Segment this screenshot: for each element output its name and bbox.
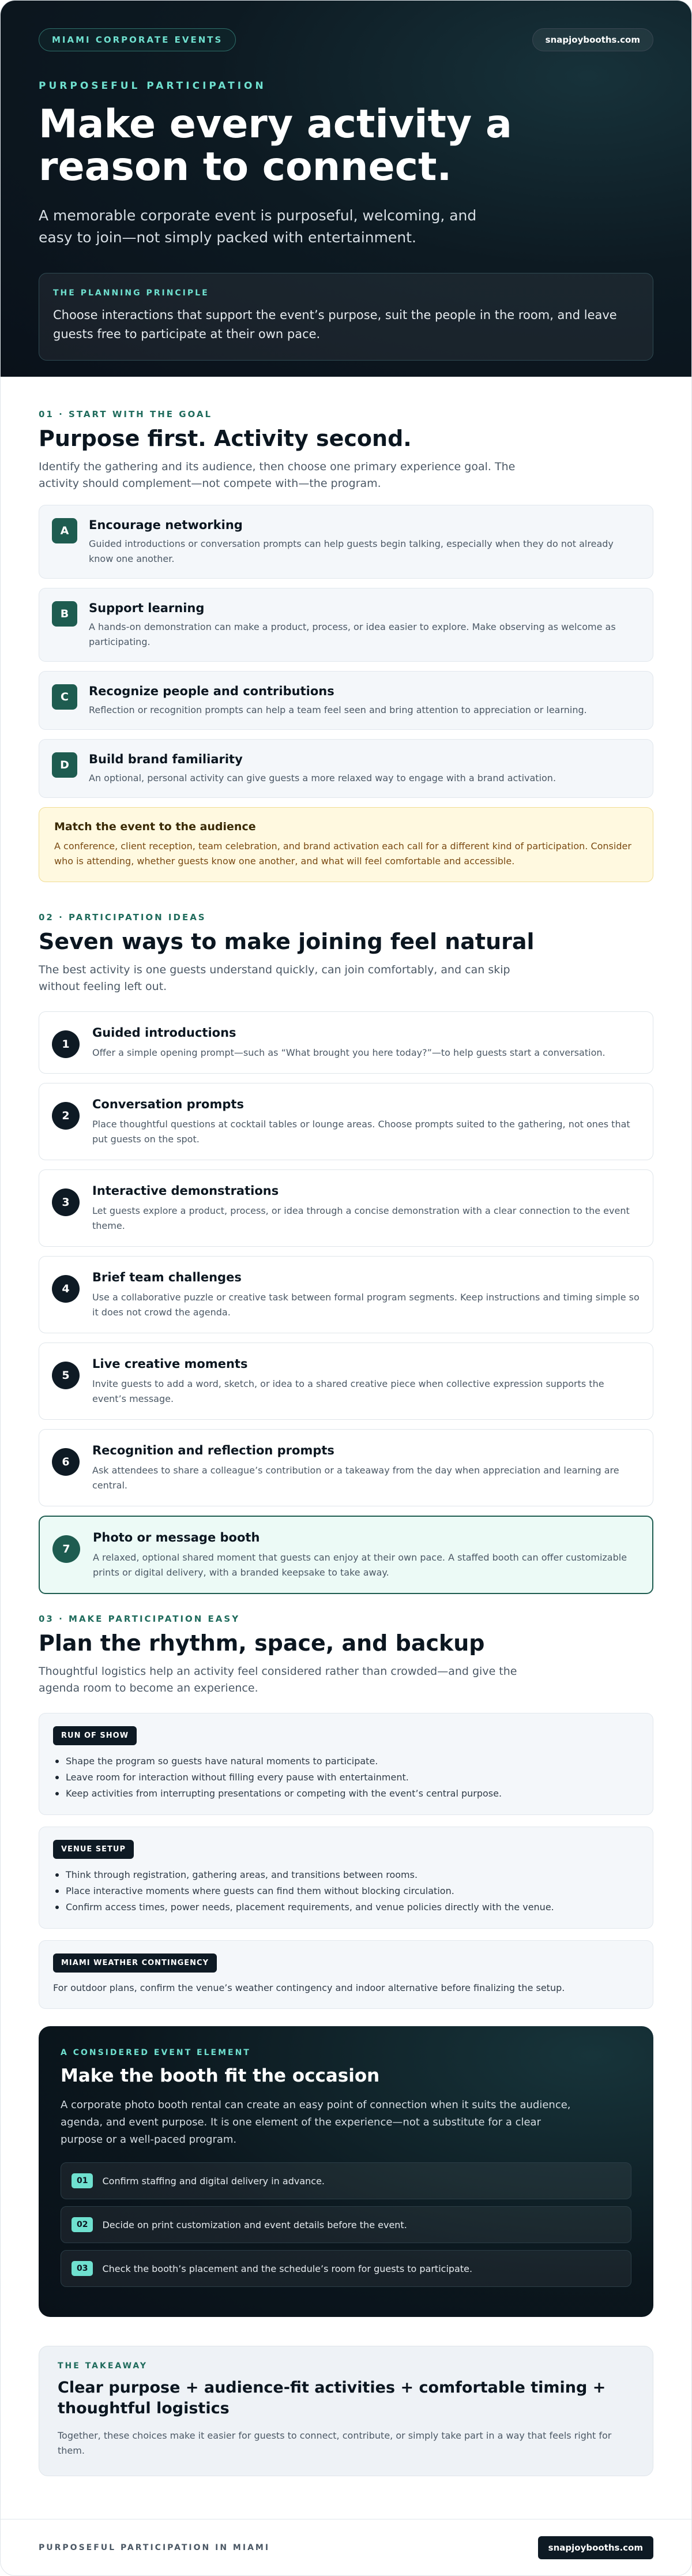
list-item: Keep activities from interrupting presentations or competing with the event’s central purpose.: [53, 1786, 639, 1802]
footer-site-link[interactable]: snapjoybooths.com: [538, 2536, 653, 2559]
callout-text: A conference, client reception, team celebration, and brand activation each call for a different kind of participation. Consider who is attending, whether guests know one another, and what will feel comfortable and accessible.: [54, 841, 631, 867]
takeaway-title: Clear purpose + audience-fit activities + comfortable timing + thoughtful logistics: [58, 2379, 606, 2417]
idea-card: [39, 1011, 653, 1074]
idea-card: [39, 1256, 653, 1333]
booth-card: [39, 2026, 653, 2317]
idea-desc: Use a collaborative puzzle or creative task between formal program segments. Keep instructions and timing simple so it does not crowd the agenda.: [92, 1292, 640, 1318]
section-lede: Identify the gathering and its audience, then choose one primary experience goal. The activity should complement—not compete with—the program.: [39, 460, 516, 490]
goal-letter-badge: D: [52, 752, 77, 778]
takeaway-eyebrow: THE TAKEAWAY: [58, 2361, 148, 2371]
booth-title: Make the booth fit the occasion: [61, 2065, 380, 2086]
run-of-show-card: [39, 1713, 653, 1815]
list-item: Think through registration, gathering areas, and transitions between rooms.: [53, 1867, 639, 1883]
idea-number-badge: 2: [52, 1102, 80, 1130]
plan-list: [53, 1753, 639, 1802]
goal-desc: Reflection or recognition prompts can help a team feel seen and bring attention to appreciation or learning.: [89, 704, 587, 715]
step-number-badge: 01: [72, 2173, 93, 2188]
booth-desc: A corporate photo booth rental can create an easy point of connection when it suits the audience, agenda, and event purpose. It is one element of the experience—not a substitute for a clear purpose or a well-paced program.: [61, 2099, 571, 2146]
section-plan: [1, 1614, 691, 2476]
plan-tag: VENUE SETUP: [53, 1840, 134, 1859]
goal-card: [39, 505, 653, 579]
idea-title: Photo or message booth: [93, 1531, 260, 1544]
goal-card: [39, 588, 653, 662]
idea-number-badge: 4: [52, 1275, 80, 1303]
idea-desc: Offer a simple opening prompt—such as “What brought you here today?”—to help guests start a conversation.: [92, 1047, 606, 1058]
idea-desc: Ask attendees to share a colleague’s contribution or a takeaway from the day when appreciation and learning are central.: [92, 1465, 619, 1491]
hero-topbar: [39, 28, 653, 51]
footer: [1, 2519, 691, 2575]
section-title: Purpose first. Activity second.: [39, 426, 412, 451]
weather-contingency-card: [39, 1940, 653, 2009]
section-title: Seven ways to make joining feel natural: [39, 929, 535, 954]
idea-title: Brief team challenges: [92, 1270, 242, 1284]
goal-desc: Guided introductions or conversation prompts can help guests begin talking, especially when they do not already know one another.: [89, 538, 614, 564]
goal-desc: A hands-on demonstration can make a product, process, or idea easier to explore. Make observing as welcome as participating.: [89, 621, 616, 647]
section-lede: The best activity is one guests understand quickly, can join comfortably, and can skip without feeling left out.: [39, 963, 510, 993]
idea-list: [39, 1011, 653, 1594]
goal-letter-badge: C: [52, 684, 77, 710]
principle-label: THE PLANNING PRINCIPLE: [53, 288, 209, 298]
idea-card-highlighted: [39, 1516, 653, 1594]
idea-number-badge: 3: [52, 1188, 80, 1216]
hero-subtitle: A memorable corporate event is purposeful, welcoming, and easy to join—not simply packed with entertainment.: [39, 207, 477, 246]
goal-letter-badge: A: [52, 518, 77, 543]
idea-desc: Place thoughtful questions at cocktail tables or lounge areas. Choose prompts suited to the gathering, not ones that put guests on the spot.: [92, 1119, 630, 1145]
booth-step: [61, 2162, 631, 2199]
idea-number-badge: 6: [52, 1448, 80, 1476]
plan-tag: RUN OF SHOW: [53, 1726, 137, 1745]
idea-title: Live creative moments: [92, 1357, 248, 1371]
goal-title: Support learning: [89, 601, 205, 615]
idea-title: Recognition and reflection prompts: [92, 1443, 334, 1457]
goal-desc: An optional, personal activity can give guests a more relaxed way to engage with a brand activation.: [89, 773, 556, 783]
section-lede: Thoughtful logistics help an activity feel considered rather than crowded—and give the agenda room to become an experience.: [39, 1665, 517, 1694]
step-number-badge: 03: [72, 2261, 93, 2276]
hero-title: Make every activity a reason to connect.: [39, 102, 512, 190]
plan-cards: [39, 1713, 653, 2009]
goal-title: Build brand familiarity: [89, 752, 243, 766]
section-eyebrow: 01 · START WITH THE GOAL: [39, 409, 213, 419]
idea-number-badge: 7: [52, 1535, 80, 1563]
step-text: Check the booth’s placement and the schedule’s room for guests to participate.: [102, 2263, 473, 2274]
idea-title: Guided introductions: [92, 1026, 236, 1040]
goal-list: [39, 505, 653, 798]
venue-setup-card: [39, 1827, 653, 1929]
plan-text: For outdoor plans, confirm the venue’s weather contingency and indoor alternative before finalizing the setup.: [53, 1982, 565, 1993]
list-item: Confirm access times, power needs, placement requirements, and venue policies directly with the venue.: [53, 1899, 639, 1915]
section-title: Plan the rhythm, space, and backup: [39, 1630, 485, 1656]
goal-title: Recognize people and contributions: [89, 684, 334, 698]
idea-title: Interactive demonstrations: [92, 1184, 279, 1198]
idea-card: [39, 1429, 653, 1506]
list-item: Leave room for interaction without filling every pause with entertainment.: [53, 1769, 639, 1786]
audience-callout: [39, 807, 653, 882]
plan-tag: MIAMI WEATHER CONTINGENCY: [53, 1953, 217, 1973]
booth-step: [61, 2250, 631, 2287]
booth-step: [61, 2206, 631, 2243]
principle-text: Choose interactions that support the event’s purpose, suit the people in the room, and leave guests free to participate at their own pace.: [53, 308, 617, 341]
hero: [1, 1, 691, 377]
idea-card: [39, 1343, 653, 1420]
section-ideas: [1, 912, 691, 1594]
section-eyebrow: 03 · MAKE PARTICIPATION EASY: [39, 1614, 240, 1624]
brand-pill: MIAMI CORPORATE EVENTS: [39, 28, 236, 51]
goal-card: [39, 671, 653, 730]
idea-card: [39, 1083, 653, 1160]
idea-desc: Invite guests to add a word, sketch, or idea to a shared creative piece when collective expression supports the event’s message.: [92, 1378, 604, 1404]
footer-label: PURPOSEFUL PARTICIPATION IN MIAMI: [39, 2543, 270, 2552]
idea-desc: Let guests explore a product, process, or idea through a concise demonstration with a clear connection to the event theme.: [92, 1205, 630, 1231]
step-text: Decide on print customization and event details before the event.: [102, 2219, 407, 2230]
booth-eyebrow: A CONSIDERED EVENT ELEMENT: [61, 2048, 251, 2057]
booth-steps: [61, 2162, 631, 2287]
idea-card: [39, 1169, 653, 1247]
goal-title: Encourage networking: [89, 518, 243, 532]
idea-desc: A relaxed, optional shared moment that guests can enjoy at their own pace. A staffed booth can offer customizable prints or digital delivery, with a branded keepsake to take away.: [93, 1552, 627, 1578]
takeaway-text: Together, these choices make it easier for guests to connect, contribute, or simply take part in a way that feels right for them.: [58, 2430, 612, 2456]
plan-list: [53, 1867, 639, 1915]
site-link[interactable]: snapjoybooths.com: [532, 28, 653, 51]
goal-card: [39, 739, 653, 798]
callout-title: Match the event to the audience: [54, 820, 256, 833]
hero-eyebrow: PURPOSEFUL PARTICIPATION: [39, 80, 266, 92]
goal-letter-badge: B: [52, 601, 77, 627]
list-item: Place interactive moments where guests can find them without blocking circulation.: [53, 1883, 639, 1899]
takeaway-card: [39, 2346, 653, 2476]
planning-principle-card: [39, 273, 653, 361]
section-goal: [1, 409, 691, 882]
idea-number-badge: 5: [52, 1362, 80, 1389]
list-item: Shape the program so guests have natural moments to participate.: [53, 1753, 639, 1769]
idea-title: Conversation prompts: [92, 1097, 244, 1111]
section-eyebrow: 02 · PARTICIPATION IDEAS: [39, 912, 206, 923]
step-text: Confirm staffing and digital delivery in advance.: [102, 2175, 325, 2187]
idea-number-badge: 1: [52, 1030, 80, 1058]
step-number-badge: 02: [72, 2217, 93, 2232]
